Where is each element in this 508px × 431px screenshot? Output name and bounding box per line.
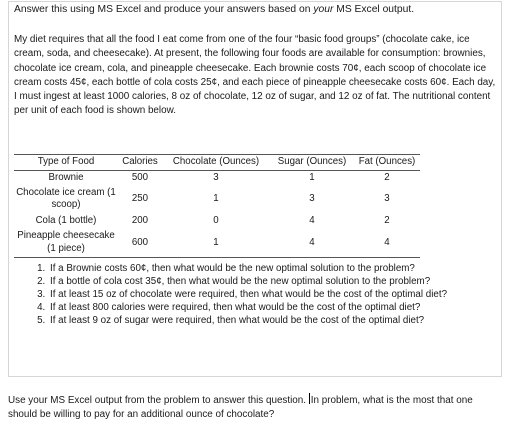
list-item: 4. If at least 800 calories were required, then what would be the cost of the optimal diet? [48,301,488,314]
table-row [14,170,420,185]
instruction-heading [14,3,414,16]
header-calories: Calories [118,155,162,171]
table-row [14,185,420,213]
cell-chocolate: 3 [213,171,219,183]
problem-paragraph: My diet requires that all the food I eat come from one of the four “basic food groups” (chocolate cake, ice cream, soda, and cheesecake). At present, the following four foods are available for consumption: brownies, chocolate ice cream, cola, and pineapple cheesecake. Each brownie costs 70¢, each scoop of chocolate ice cream costs 45¢, each bottle of cola costs 25¢, and each piece of pineapple cheesecake costs 60¢. Each day, I must ingest at least 1000 calories, 8 oz of chocolate, 12 oz of sugar, and 12 oz of fat. The nutritional content per unit of each food is shown below. [14,34,496,117]
final-question [8,393,488,422]
cell-food: Cola (1 bottle) [35,214,97,226]
text-cursor [309,393,310,404]
list-item: 3. If at least 15 oz of chocolate were required, then what would be the cost of the optimal diet? [48,288,488,301]
heading-emphasis: your [313,4,334,15]
cell-calories: 600 [118,229,162,257]
list-item: 1. If a Brownie costs 60¢, then what would be the new optimal solution to the problem? [48,262,488,275]
cell-calories: 500 [131,171,149,183]
table-header-row [14,155,420,171]
cell-fat: 2 [384,214,390,226]
cell-sugar: 1 [309,171,315,183]
cell-calories: 250 [131,192,149,204]
list-item: 5. If at least 9 oz of sugar were required, then what would be the cost of the optimal diet? [48,314,488,327]
cell-fat: 3 [384,192,390,204]
heading-text-end: MS Excel output. [333,4,415,15]
header-fat: Fat (Ounces) [354,155,420,171]
heading-text: Answer this using MS Excel and produce your answers based on [14,4,314,15]
cell-sugar: 4 [270,229,354,257]
cell-fat: 2 [384,171,390,183]
header-sugar: Sugar (Ounces) [270,155,354,171]
table-row [14,229,420,257]
cell-food: Brownie [48,171,84,183]
cell-sugar: 3 [309,192,315,204]
cell-fat: 4 [354,229,420,257]
header-chocolate: Chocolate (Ounces) [162,155,270,171]
header-food-type: Type of Food [14,155,118,171]
list-item: 2. If a bottle of cola cost 35¢, then what would be the new optimal solution to the problem? [48,275,488,288]
cell-sugar: 4 [309,214,315,226]
cell-food: Chocolate ice cream (1 scoop) [16,186,116,210]
final-question-text-end: In problem, what is the most that one should be willing to pay for an additional ounce of chocolate? [8,395,473,420]
table-row [14,213,420,229]
cell-chocolate: 1 [213,192,219,204]
cell-chocolate: 1 [162,229,270,257]
nutrition-table [14,154,420,258]
cell-calories: 200 [131,214,149,226]
final-question-text: Use your MS Excel output from the problem to answer this question. [8,395,309,406]
question-list [28,262,488,327]
cell-food: Pineapple cheesecake (1 piece) [14,229,118,257]
cell-chocolate: 0 [213,214,219,226]
